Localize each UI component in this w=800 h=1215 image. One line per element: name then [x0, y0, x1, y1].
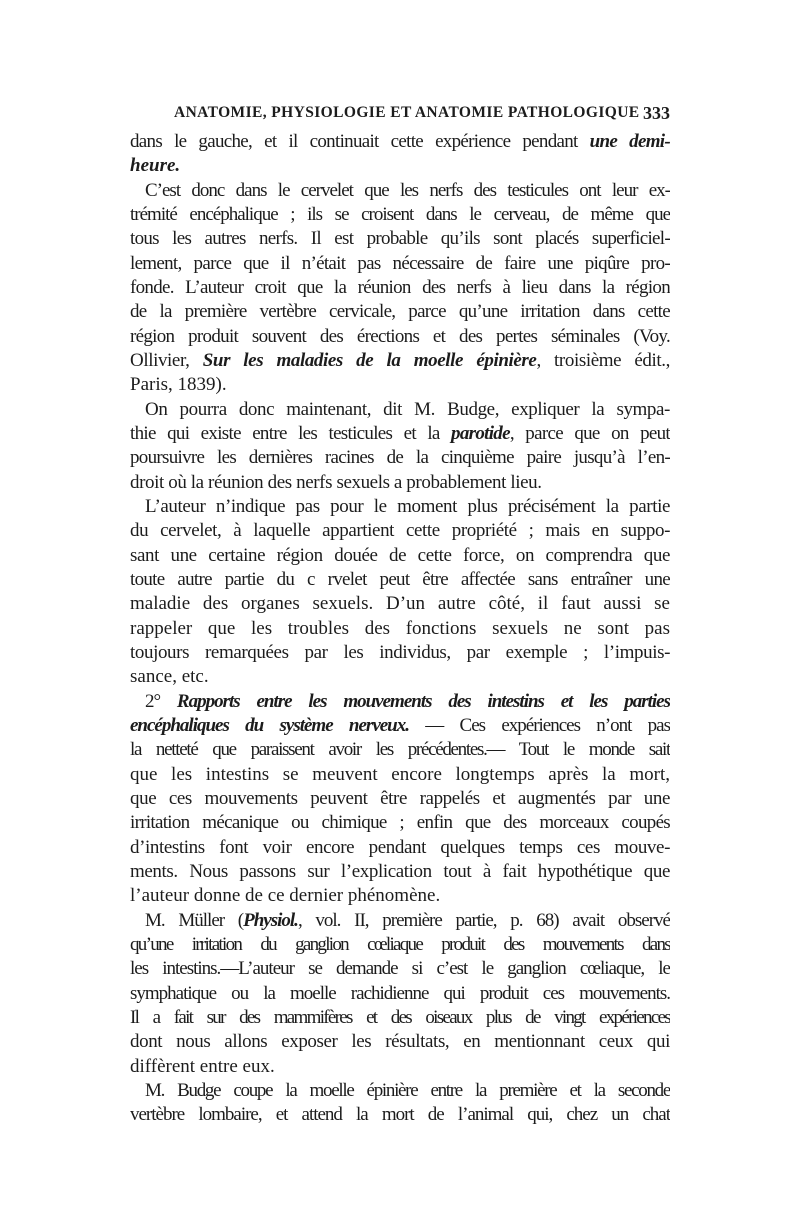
text-line: Il a fait sur des mammifères et des oiseaux plus de vingt expériences [130, 1007, 670, 1028]
text-line: C’est donc dans le cervelet que les nerfs des testicules ont leur ex- [145, 180, 670, 201]
text-line: vertèbre lombaire, et attend la mort de l’animal qui, chez un chat [130, 1104, 670, 1125]
text-line: trémité encéphalique ; ils se croisent dans le cerveau, de même que [130, 204, 670, 225]
text-line: que les intestins se meuvent encore longtemps après la mort, [130, 764, 670, 785]
text-line: qu’une irritation du ganglion cœliaque produit des mouvements dans [130, 934, 670, 955]
text-line: lement, parce que il n’était pas nécessaire de faire une piqûre pro- [130, 253, 670, 274]
text-line: les intestins.—L’auteur se demande si c’est le ganglion cœliaque, le [130, 958, 670, 979]
text-line: L’auteur n’indique pas pour le moment plus précisément la partie [145, 496, 670, 517]
text-line: sant une certaine région douée de cette force, on comprendra que [130, 545, 670, 566]
text-line: la netteté que paraissent avoir les précédentes.— Tout le monde sait [130, 739, 670, 760]
text-line: d’intestins font voir encore pendant quelques temps ces mouve- [130, 837, 670, 858]
text-line: heure. [130, 155, 181, 176]
text-line: Ollivier, Sur les maladies de la moelle épinière, troisième édit., [130, 350, 670, 371]
text-line: du cervelet, à laquelle appartient cette propriété ; mais en suppo- [130, 520, 670, 541]
page-number: 333 [643, 103, 670, 123]
text-line: Paris, 1839). [130, 374, 227, 395]
text-line: ments. Nous passons sur l’explication tout à fait hypothétique que [130, 861, 670, 882]
text-line: dans le gauche, et il continuait cette expérience pendant une demi- [130, 131, 670, 152]
text-line: diffèrent entre eux. [130, 1056, 275, 1077]
text-line: symphatique ou la moelle rachidienne qui produit ces mouvements. [130, 983, 670, 1004]
text-line: de la première vertèbre cervicale, parce qu’une irritation dans cette [130, 301, 670, 322]
text-line: l’auteur donne de ce dernier phénomène. [130, 885, 441, 906]
text-line: toute autre partie du c rvelet peut être affectée sans entraîner une [130, 569, 670, 590]
text-line: toujours remarquées par les individus, par exemple ; l’impuis- [130, 642, 670, 663]
text-line: irritation mécanique ou chimique ; enfin que des morceaux coupés [130, 812, 670, 833]
text-line: rappeler que les troubles des fonctions sexuels ne sont pas [130, 618, 670, 639]
text-line: que ces mouvements peuvent être rappelés et augmentés par une [130, 788, 670, 809]
text-line: tous les autres nerfs. Il est probable qu’ils sont placés superficiel- [130, 228, 670, 249]
section-heading-line: 2° Rapports entre les mouvements des intestins et les parties [145, 691, 670, 712]
text-line: poursuivre les dernières racines de la cinquième paire jusqu’à l’en- [130, 447, 670, 468]
text-line: On pourra donc maintenant, dit M. Budge, expliquer la sympa- [145, 399, 670, 420]
text-line: M. Müller (Physiol., vol. II, première partie, p. 68) avait observé [145, 910, 670, 931]
running-head-title: ANATOMIE, PHYSIOLOGIE ET ANATOMIE PATHOLOGIQUE [174, 104, 640, 121]
text-line: sance, etc. [130, 666, 209, 687]
text-line: dont nous allons exposer les résultats, en mentionnant ceux qui [130, 1031, 670, 1052]
text-line: thie qui existe entre les testicules et la parotide, parce que on peut [130, 423, 670, 444]
text-line: encéphaliques du système nerveux. — Ces expériences n’ont pas [130, 715, 670, 736]
text-line: région produit souvent des érections et des pertes séminales (Voy. [130, 326, 670, 347]
text-line: droit où la réunion des nerfs sexuels a probablement lieu. [130, 472, 542, 493]
text-line: M. Budge coupe la moelle épinière entre la première et la seconde [145, 1080, 670, 1101]
text-line: fonde. L’auteur croit que la réunion des nerfs à lieu dans la région [130, 277, 670, 298]
text-line: maladie des organes sexuels. D’un autre côté, il faut aussi se [130, 593, 670, 614]
